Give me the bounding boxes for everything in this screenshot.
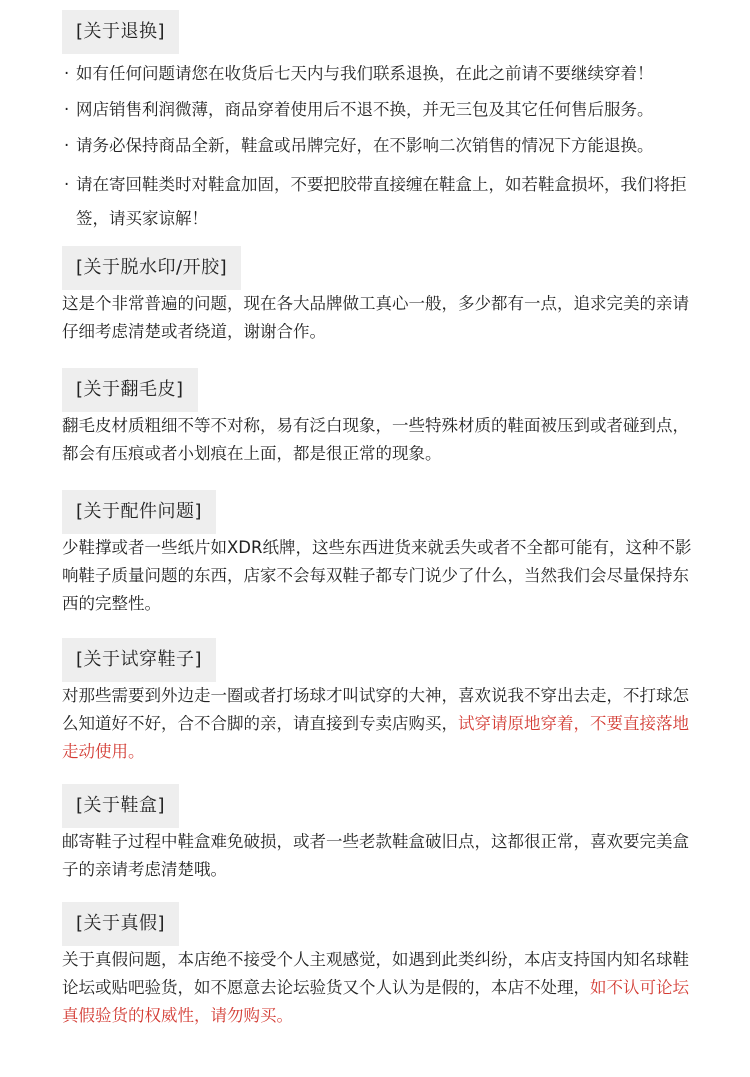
section-shoe-box: [62, 784, 692, 884]
section-heading: [关于脱水印/开胶]: [62, 246, 241, 290]
bullet-text: 如有任何问题请您在收货后七天内与我们联系退换，在此之前请不要继续穿着！: [76, 64, 654, 83]
section-bullets: [62, 60, 692, 236]
section-text-wrap: [62, 682, 692, 766]
bullet-dot: ·: [64, 100, 70, 119]
section-heading: [关于退换]: [62, 10, 179, 54]
section-heading: [关于配件问题]: [62, 490, 216, 534]
section-suede: [62, 368, 692, 468]
section-try-on: [62, 638, 692, 766]
bullet-item: [62, 168, 692, 236]
bullet-item: [62, 132, 692, 160]
bullet-dot: ·: [64, 175, 70, 194]
section-warning-text: 如不认可论坛真假验货的权威性，请勿购买。: [62, 978, 689, 1025]
section-text: 这是个非常普遍的问题，现在各大品牌做工真心一般，多少都有一点，追求完美的亲请仔细考虑清楚或者绕道，谢谢合作。: [62, 294, 689, 341]
section-text: 关于真假问题，本店绝不接受个人主观感觉，如遇到此类纠纷，本店支持国内知名球鞋论坛或贴吧验货，如不愿意去论坛验货又个人认为是假的，本店不处理，: [62, 950, 689, 997]
section-text: 邮寄鞋子过程中鞋盒难免破损，或者一些老款鞋盒破旧点，这都很正常，喜欢要完美盒子的亲请考虑清楚哦。: [62, 832, 689, 879]
section-heading: [关于真假]: [62, 902, 179, 946]
section-authenticity: [62, 902, 692, 1030]
bullet-item: [62, 96, 692, 124]
section-returns: [62, 10, 692, 244]
section-heading: [关于翻毛皮]: [62, 368, 198, 412]
bullet-dot: ·: [64, 136, 70, 155]
section-heading: [关于试穿鞋子]: [62, 638, 216, 682]
section-heading: [关于鞋盒]: [62, 784, 179, 828]
section-glue: [62, 246, 692, 346]
bullet-text: 请在寄回鞋类时对鞋盒加固，不要把胶带直接缠在鞋盒上，如若鞋盒损坏，我们将拒签，请买家谅解！: [76, 175, 687, 228]
section-text: 少鞋撑或者一些纸片如XDR纸牌，这些东西进货来就丢失或者不全都可能有，这种不影响鞋子质量问题的东西，店家不会每双鞋子都专门说少了什么，当然我们会尽量保持东西的完整性。: [62, 538, 692, 613]
section-warning-text: 试穿请原地穿着，不要直接落地走动使用。: [62, 714, 689, 761]
section-accessories: [62, 490, 692, 618]
bullet-text: 请务必保持商品全新，鞋盒或吊牌完好，在不影响二次销售的情况下方能退换。: [76, 136, 654, 155]
section-text: 翻毛皮材质粗细不等不对称，易有泛白现象，一些特殊材质的鞋面被压到或者碰到点，都会有压痕或者小划痕在上面，都是很正常的现象。: [62, 416, 689, 463]
bullet-text: 网店销售利润微薄，商品穿着使用后不退不换，并无三包及其它任何售后服务。: [76, 100, 654, 119]
section-text-wrap: [62, 946, 692, 1030]
bullet-dot: ·: [64, 64, 70, 83]
section-text: 对那些需要到外边走一圈或者打场球才叫试穿的大神，喜欢说我不穿出去走，不打球怎么知道好不好，合不合脚的亲，请直接到专卖店购买，: [62, 686, 689, 733]
bullet-item: [62, 60, 692, 88]
